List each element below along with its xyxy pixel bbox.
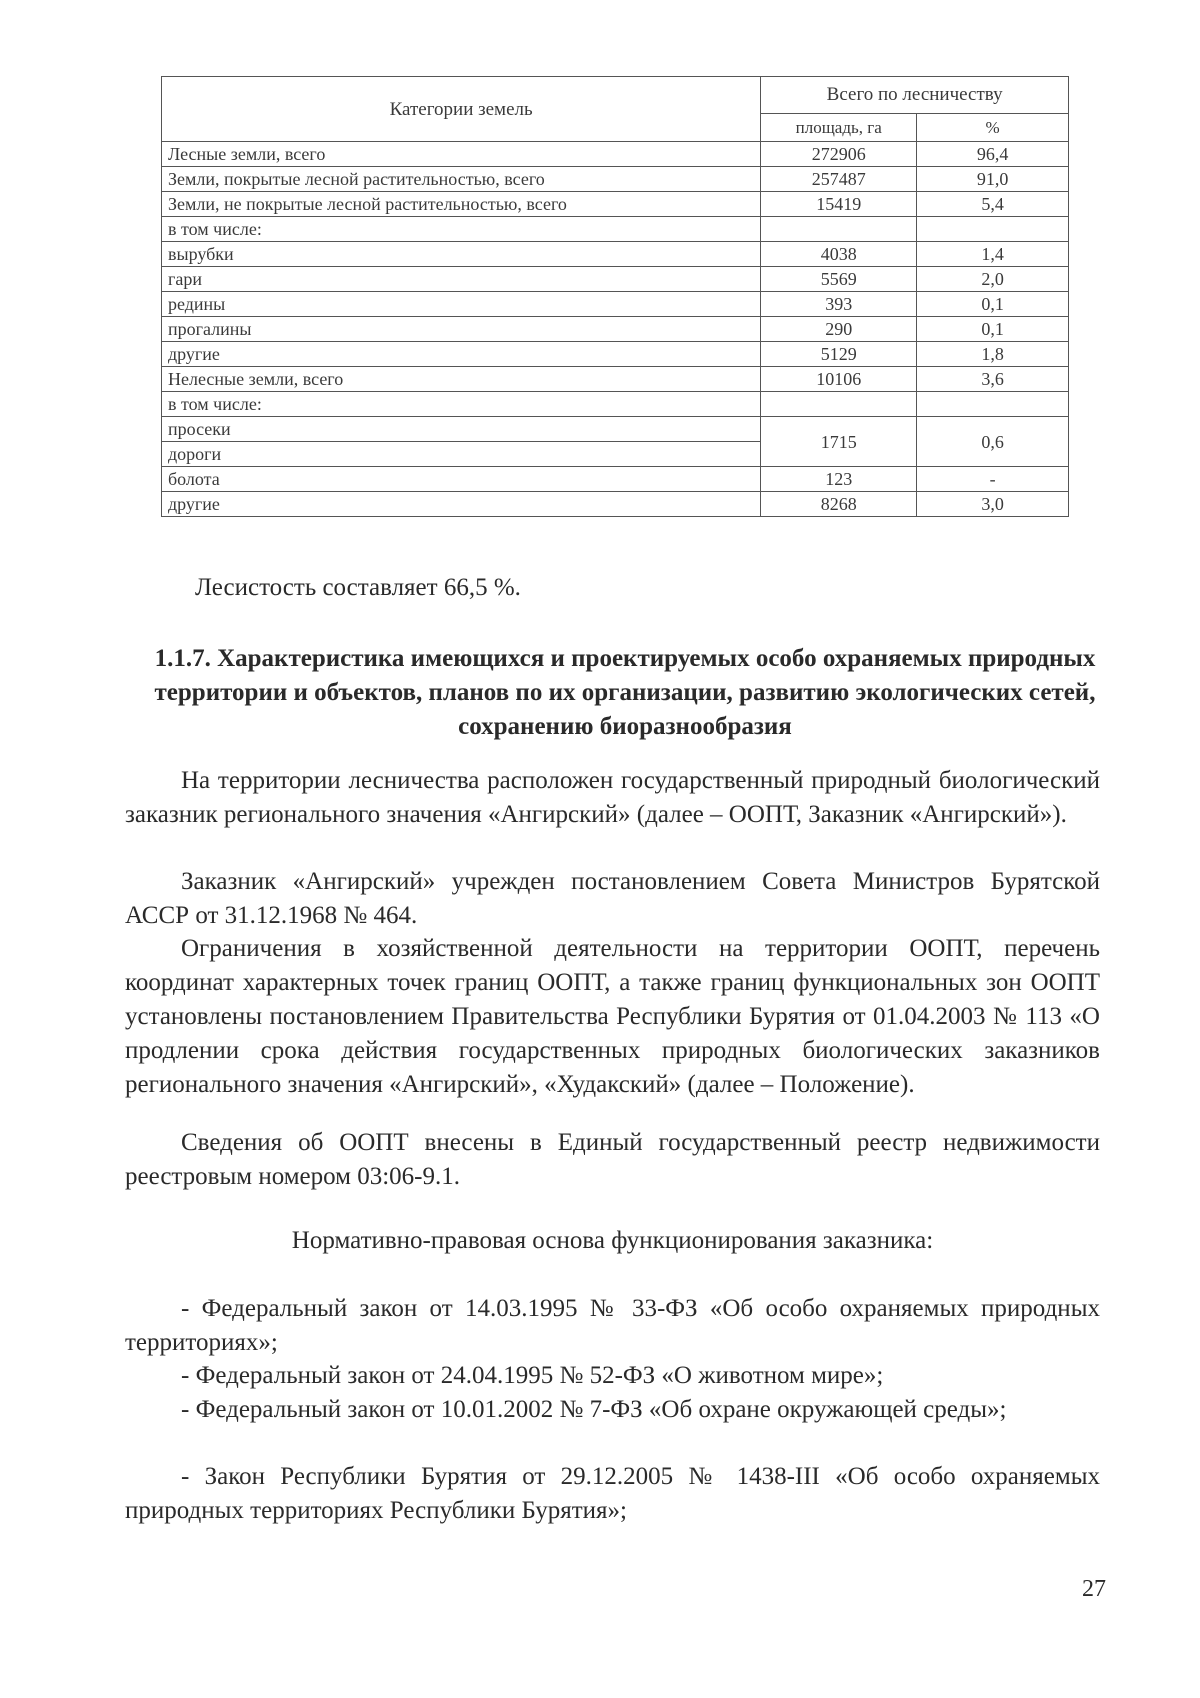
row-percent: 91,0 <box>917 167 1069 192</box>
legal-item: - Федеральный закон от 10.01.2002 № 7-ФЗ «Об охране окружающей среды»; <box>181 1396 1007 1423</box>
row-category: Лесные земли, всего <box>162 142 761 167</box>
row-category: дороги <box>162 442 761 467</box>
row-percent: 5,4 <box>917 192 1069 217</box>
row-area: 1715 <box>761 417 917 467</box>
table-row <box>162 417 1069 442</box>
header-total: Всего по лесничеству <box>761 77 1069 114</box>
table-row <box>162 492 1069 517</box>
paragraph: Ограничения в хозяйственной деятельности на территории ООПТ, перечень координат характерных точек границ ООПТ, а также границ функциональных зон ООПТ установлены постановлением Правительства Республики Бурятия от 01.04.2003 № 113 «О продлении срока действия государственных природных биологических заказников регионального значения «Ангирский», «Худакский» (далее – Положение). <box>125 935 1100 1098</box>
row-percent: - <box>917 467 1069 492</box>
row-area: 4038 <box>761 242 917 267</box>
row-category: просеки <box>162 417 761 442</box>
row-area: 10106 <box>761 367 917 392</box>
row-area: 290 <box>761 317 917 342</box>
legal-item: - Федеральный закон от 14.03.1995 № 33-ФЗ «Об особо охраняемых природных территориях»; <box>125 1295 1100 1356</box>
table-row <box>162 142 1069 167</box>
forest-cover-text: Лесистость составляет 66,5 %. <box>195 574 521 601</box>
row-category: Земли, покрытые лесной растительностью, всего <box>162 167 761 192</box>
row-area: 272906 <box>761 142 917 167</box>
row-percent: 2,0 <box>917 267 1069 292</box>
table-row <box>162 392 1069 417</box>
row-category: в том числе: <box>162 392 761 417</box>
row-percent: 0,6 <box>917 417 1069 467</box>
header-area: площадь, га <box>761 113 917 141</box>
paragraph: Сведения об ООПТ внесены в Единый государственный реестр недвижимости реестровым номером 03:06-9.1. <box>125 1129 1100 1190</box>
row-percent: 1,4 <box>917 242 1069 267</box>
row-category: вырубки <box>162 242 761 267</box>
paragraph: На территории лесничества расположен государственный природный биологический заказник регионального значения «Ангирский» (далее – ООПТ, Заказник «Ангирский»). <box>125 767 1100 828</box>
table-row <box>162 342 1069 367</box>
table-row <box>162 167 1069 192</box>
row-area: 123 <box>761 467 917 492</box>
row-percent: 0,1 <box>917 317 1069 342</box>
row-area <box>761 217 917 242</box>
row-area: 8268 <box>761 492 917 517</box>
page-number: 27 <box>1082 1576 1106 1602</box>
header-percent: % <box>917 113 1069 141</box>
table-row <box>162 267 1069 292</box>
row-area <box>761 392 917 417</box>
table-row <box>162 192 1069 217</box>
paragraph: Заказник «Ангирский» учрежден постановлением Совета Министров Бурятской АССР от 31.12.1968 № 464. <box>125 868 1100 929</box>
table-row <box>162 367 1069 392</box>
row-area: 5569 <box>761 267 917 292</box>
row-percent <box>917 217 1069 242</box>
legal-item: - Закон Республики Бурятия от 29.12.2005 № 1438-III «Об особо охраняемых природных территориях Республики Бурятия»; <box>125 1463 1100 1524</box>
row-category: Земли, не покрытые лесной растительностью, всего <box>162 192 761 217</box>
legal-basis-title: Нормативно-правовая основа функционирования заказника: <box>291 1227 934 1254</box>
row-category: Нелесные земли, всего <box>162 367 761 392</box>
row-percent: 96,4 <box>917 142 1069 167</box>
row-area: 257487 <box>761 167 917 192</box>
row-category: гари <box>162 267 761 292</box>
header-category: Категории земель <box>162 77 761 142</box>
legal-item: - Федеральный закон от 24.04.1995 № 52-ФЗ «О животном мире»; <box>181 1362 884 1389</box>
row-category: в том числе: <box>162 217 761 242</box>
table-row <box>162 242 1069 267</box>
row-percent: 3,6 <box>917 367 1069 392</box>
row-category: прогалины <box>162 317 761 342</box>
table-row <box>162 292 1069 317</box>
row-percent <box>917 392 1069 417</box>
row-area: 5129 <box>761 342 917 367</box>
row-percent: 3,0 <box>917 492 1069 517</box>
table-row <box>162 217 1069 242</box>
row-category: другие <box>162 492 761 517</box>
table-row <box>162 317 1069 342</box>
row-category: болота <box>162 467 761 492</box>
land-categories-table <box>161 76 1069 517</box>
row-area: 393 <box>761 292 917 317</box>
row-area: 15419 <box>761 192 917 217</box>
row-category: другие <box>162 342 761 367</box>
row-percent: 1,8 <box>917 342 1069 367</box>
row-category: редины <box>162 292 761 317</box>
row-percent: 0,1 <box>917 292 1069 317</box>
table-row <box>162 467 1069 492</box>
section-heading: 1.1.7. Характеристика имеющихся и проектируемых особо охраняемых природных территории и объектов, планов по их организации, развитию экологических сетей, сохранению биоразнообразия <box>154 645 1096 740</box>
